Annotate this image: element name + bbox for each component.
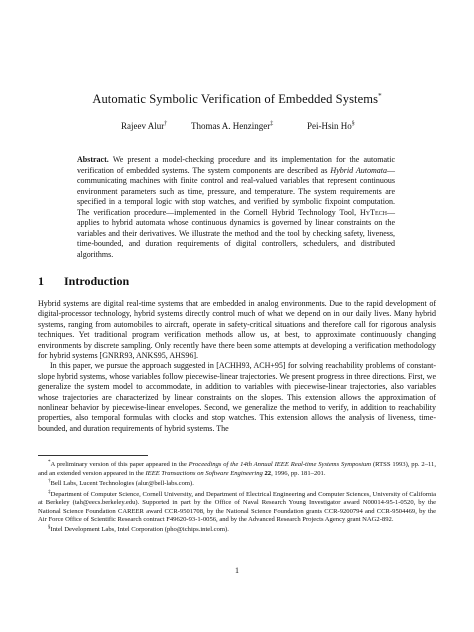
footnote-text: A preliminary version of this paper appeared in the [50,461,187,469]
footnote-venue: Proceedings of the 14th Annual IEEE Real-time Systems Symposium [188,461,372,469]
title-text: Automatic Symbolic Verification of Embedded Systems [92,92,379,107]
footnote-mark: † [48,479,51,484]
footnote-mark: * [48,460,51,465]
paragraph: Hybrid systems are digital real-time systems that are embedded in analog environments. Due to the rapid development of digital-processor technology, hybrid systems directly control much of what we depend on in our daily lives. Many hybrid systems, ranging from automobiles to aircraft, operate in safety-critical situations and therefore call for rigorous analysis techniques. Yet traditional program verification methods allow us, at best, to approximate continuously changing environments by discrete sampling. Only recently have there been some attempts at developing a verification methodology for hybrid systems [GNRR93, ANKS95, AHS96]. [38,299,436,361]
abstract-label: Abstract. [77,155,109,164]
footnote-rule [38,455,148,456]
author-mark: ‡ [270,121,274,127]
abstract [77,155,395,260]
section-heading [38,274,129,289]
author-ho [307,121,355,131]
footnote-volume: 22 [264,469,272,477]
author-mark: † [164,121,168,127]
author-name: Rajeev Alur [121,121,165,131]
footnote-text: , 1996, pp. 181–201. [271,469,326,477]
abstract-text: —applies to hybrid automata whose continuous dynamics is governed by linear constraints on the variables and their derivatives. We illustrate the method and the tool by checking safety, liveness, time-bounded, and duration requirements of digital controllers, schedulers, and distributed algorithms. [77,207,396,259]
footnote [38,478,436,489]
author-name: Thomas A. Henzinger [191,121,271,131]
footnote-text: Bell Labs, Lucent Technologies (alur@bell-labs.com). [50,480,194,488]
abstract-text: —communicating machines with finite control and real-valued variables that represent continuous environment parameters such as time, pressure, and temperature. The system requirements are specified in a temporal logic with stop watches, and verified by symbolic fixpoint computation. The verification procedure—implemented in the Cornell Hybrid Technology Tool, [77,165,395,217]
footnote [38,459,436,478]
author-alur [121,121,167,131]
author-henzinger [191,121,273,131]
footnote-mark: § [48,525,51,531]
author-name: Pei-Hsin Ho [307,121,352,131]
page-number: 1 [235,566,239,575]
author-mark: § [351,121,355,127]
abstract-text: We present a model-checking procedure and its implementation for the automatic verification of embedded systems. The system components are described as [77,155,396,175]
footnote-venue: IEEE Transactions on Software Engineering [145,469,263,477]
footnote-text: Intel Development Labs, Intel Corporation (pho@ichips.intel.com). [50,526,229,534]
footnote [38,489,436,525]
footnote-text: Department of Computer Science, Cornell University, and Department of Electrical Engineering and Computer Sciences, University of California at Berkeley (tah@eecs.berkeley.edu). Supported in part by the Office of Naval Research Young Investigator award N00014-95-1-0520, by the National Science Foundation CAREER award CCR-9501708, by the National Science Foundation grants CCR-9200794 and CCR-9504469, by the Air Force Office of Scientific Research contract F49620-93-1-0056, and by the Advanced Research Projects Agency grant NAG2-892. [38,490,437,523]
footnote-mark: ‡ [48,489,51,495]
introduction-body [38,299,436,434]
abstract-term-hybrid-automata: Hybrid Automata [330,165,387,175]
footnote [38,524,436,535]
footnote-text: (RTSS 1993), pp. 2–11, and an extended version appeared in the [38,461,436,477]
abstract-tool-name: HyTech [360,207,388,217]
paragraph: In this paper, we pursue the approach suggested in [ACHH93, ACH+95] for solving reachability problems of constant-slope hybrid systems, whose variables follow piecewise-linear trajectories. We present progress in three directions. First, we generalize the system model to accommodate, in addition to variables with piecewise-linear trajectories, also variables whose trajectories are characterized by linear constraints on the slopes. This extension allows the approximation of nonlinear behavior by piecewise-linear envelopes. Second, we generalize the method to verify, in addition to reachability properties, also temporal formulas with clocks and stop watches. This extension allows the analysis of liveness, time-bounded, and duration requirements of hybrid systems. The [38,361,436,433]
paper-title [60,92,414,107]
author-list [0,121,474,135]
section-number: 1 [38,274,44,288]
title-footnote-mark: * [378,92,382,100]
section-title: Introduction [64,274,130,288]
footnotes [38,459,436,535]
